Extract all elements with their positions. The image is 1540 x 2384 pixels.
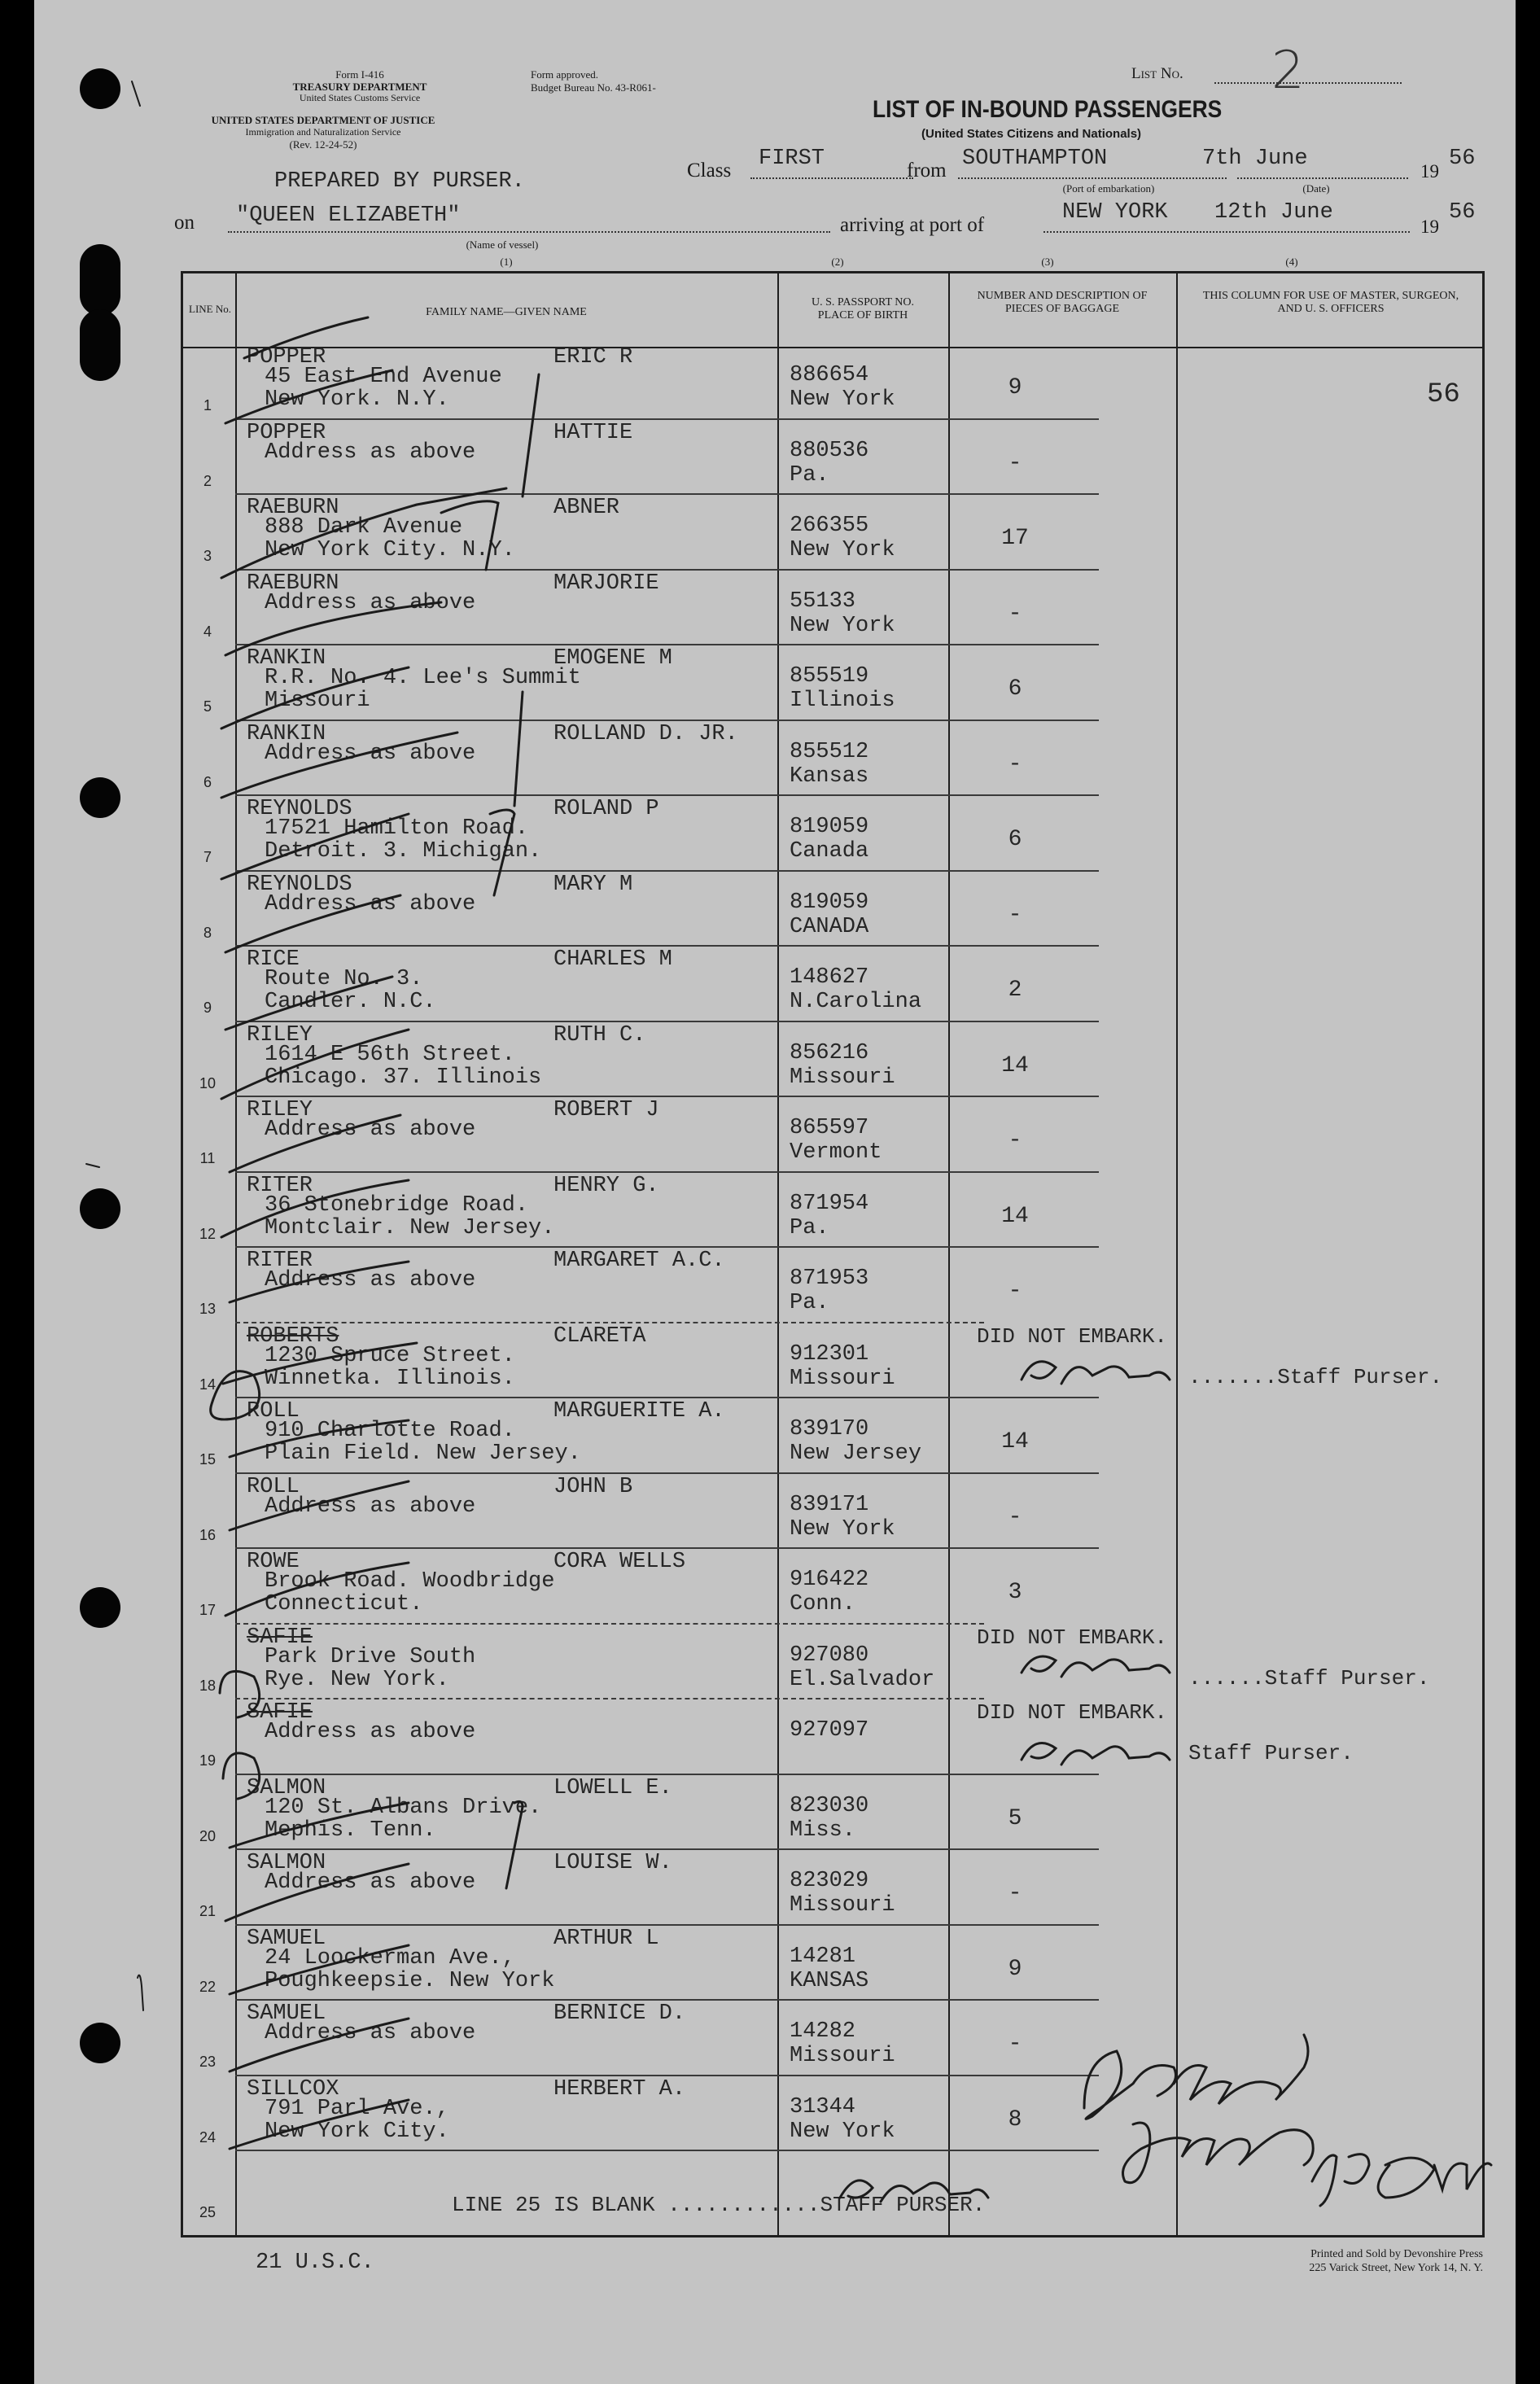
baggage-count: - [1008, 1279, 1022, 1304]
place-of-birth: Conn. [790, 1592, 856, 1616]
address-line-2: New York City. [265, 2119, 449, 2144]
family-name: ROLL [247, 1399, 300, 1424]
baggage-count: 14 [1001, 1429, 1029, 1454]
given-name: EMOGENE M [553, 646, 672, 671]
treasury-dept: TREASURY DEPARTMENT [292, 81, 427, 93]
address-line-1: 1230 Spruce Street. [265, 1343, 515, 1368]
embark-caption: (Port of embarkation) [1062, 182, 1155, 195]
binder-hole [80, 1188, 120, 1229]
baggage-count: 6 [1008, 676, 1022, 702]
prepared-by: PREPARED BY PURSER. [274, 169, 525, 194]
baggage-count: - [1008, 1504, 1022, 1530]
line-number: 11 [199, 1150, 216, 1166]
family-name: SALMON [247, 1775, 326, 1800]
place-of-birth: Missouri [790, 1893, 895, 1918]
line-number: 16 [199, 1526, 217, 1543]
line-number: 7 [203, 849, 212, 865]
printer-line-1: Printed and Sold by Devonshire Press [1310, 2248, 1483, 2260]
date1-line [1237, 177, 1408, 179]
line-number: 12 [199, 1225, 217, 1242]
row-rule [235, 794, 1099, 796]
passport-number: 823029 [790, 1869, 869, 1893]
address-line-1: Address as above [265, 590, 476, 615]
family-name: RITER [247, 1173, 313, 1198]
given-name: HATTIE [553, 420, 633, 445]
row-rule [235, 1246, 1099, 1248]
family-name: RILEY [247, 1022, 313, 1048]
family-name: SALMON [247, 1851, 326, 1875]
passenger-list-page [34, 0, 1516, 2384]
place-of-birth: Illinois [790, 689, 895, 713]
family-name: RANKIN [247, 721, 326, 746]
passport-number: 916422 [790, 1568, 869, 1592]
passport-number: 14282 [790, 2019, 856, 2044]
address-line-2: Missouri [265, 689, 370, 713]
baggage-count: 9 [1008, 1956, 1022, 1982]
address-line-1: Address as above [265, 1720, 476, 1744]
class-value: FIRST [759, 147, 825, 171]
family-name: RAEBURN [247, 571, 339, 596]
passport-number: 871954 [790, 1191, 869, 1216]
address-line-2: Plain Field. New Jersey. [265, 1441, 581, 1466]
page-subtitle: (United States Citizens and Nationals) [921, 127, 1142, 141]
date-caption: (Date) [1302, 182, 1330, 195]
passport-number: 839171 [790, 1492, 869, 1517]
address-line-2: Winnetka. Illinois. [265, 1366, 515, 1391]
staff-purser-note: ......Staff Purser. [1188, 1665, 1430, 1691]
address-line-1: 45 East End Avenue [265, 365, 502, 389]
address-line-1: 120 St. Albans Drive. [265, 1795, 542, 1820]
list-no-line [1214, 82, 1402, 84]
given-name: CLARETA [553, 1323, 646, 1349]
line-number: 23 [199, 2054, 217, 2070]
list-no-value: 2 [1271, 41, 1305, 101]
given-name: HERBERT A. [553, 2076, 686, 2102]
line-number: 6 [203, 773, 212, 790]
family-name: SAMUEL [247, 2001, 326, 2026]
passport-number: 880536 [790, 438, 869, 463]
dashed-rule [235, 1322, 984, 1323]
address-line-1: 24 Loockerman Ave., [265, 1945, 515, 1971]
place-of-birth: Missouri [790, 1366, 895, 1391]
col-num-1: (1) [500, 256, 513, 268]
line-number: 15 [199, 1451, 217, 1468]
class-line [750, 177, 913, 179]
place-of-birth: Missouri [790, 1065, 895, 1090]
passport-number: 31344 [790, 2094, 856, 2119]
address-line-2: Rye. New York. [265, 1667, 449, 1692]
place-of-birth: El.Salvador [790, 1667, 935, 1692]
row-rule [235, 1021, 1099, 1022]
address-line-2: Connecticut. [265, 1592, 423, 1616]
staff-purser-note: Staff Purser. [1188, 1741, 1354, 1765]
family-name: SILLCOX [247, 2076, 339, 2102]
place-of-birth: Pa. [790, 1291, 829, 1315]
departure-date: 7th June [1202, 147, 1308, 171]
budget-bureau: Budget Bureau No. 43-R061- [531, 81, 656, 94]
baggage-count: 5 [1008, 1805, 1022, 1831]
place-of-birth: Canada [790, 839, 869, 864]
address-line-2: New York. N.Y. [265, 387, 449, 412]
passport-number: 855519 [790, 664, 869, 689]
dashed-rule [235, 1698, 984, 1699]
class-label: Class [687, 160, 732, 182]
customs-service: United States Customs Service [299, 92, 421, 103]
footer-usc: 21 U.S.C. [256, 2251, 374, 2275]
passport-number: 927097 [790, 1718, 869, 1743]
baggage-count: - [1008, 601, 1022, 627]
baggage-count: - [1008, 902, 1022, 928]
embark-port: SOUTHAMPTON [962, 147, 1108, 171]
passport-number: 55133 [790, 588, 856, 614]
given-name: ROLLAND D. JR. [553, 721, 738, 746]
baggage-count: 8 [1008, 2106, 1022, 2132]
given-name: CORA WELLS [553, 1550, 686, 1574]
family-name: SAFIE [247, 1700, 313, 1725]
officer-note: 56 [1427, 379, 1460, 410]
place-of-birth: CANADA [790, 914, 869, 939]
arrival-line [1043, 231, 1410, 233]
place-of-birth: New York [790, 2119, 895, 2144]
header-baggage: NUMBER AND DESCRIPTION OF PIECES OF BAGGAGE [977, 290, 1148, 315]
address-line-1: 1614 E 56th Street. [265, 1042, 515, 1067]
passport-number: 819059 [790, 815, 869, 839]
passport-number: 148627 [790, 965, 869, 990]
date1-year: 56 [1449, 147, 1476, 171]
line-number: 5 [203, 698, 212, 715]
vessel-caption: (Name of vessel) [466, 238, 539, 251]
place-of-birth: Pa. [790, 1215, 829, 1240]
given-name: ARTHUR L [553, 1926, 659, 1951]
family-name: RANKIN [247, 646, 326, 671]
passenger-table [181, 271, 1485, 2237]
address-line-1: Address as above [265, 1118, 476, 1142]
given-name: JOHN B [553, 1474, 633, 1499]
family-name: REYNOLDS [247, 872, 352, 897]
row-rule [235, 1397, 1099, 1398]
baggage-count: 17 [1001, 526, 1029, 551]
row-rule [235, 644, 1099, 645]
family-name: SAFIE [247, 1625, 313, 1650]
header-passport: U. S. PASSPORT NO. PLACE OF BIRTH [812, 296, 914, 322]
did-not-embark-note: DID NOT EMBARK. [977, 1323, 1168, 1349]
date1-year-prefix: 19 [1420, 161, 1439, 182]
from-label: from [907, 160, 947, 182]
baggage-count: - [1008, 1881, 1022, 1906]
dashed-rule [235, 1623, 984, 1625]
arrival-date: 12th June [1214, 200, 1333, 225]
place-of-birth: Kansas [790, 763, 869, 789]
given-name: RUTH C. [553, 1022, 646, 1048]
row-rule [235, 1472, 1099, 1474]
page-title: LIST OF IN-BOUND PASSENGERS [873, 96, 1223, 123]
address-line-1: 17521 Hamilton Road. [265, 816, 529, 841]
line-number: 20 [199, 1827, 217, 1844]
staff-purser-note: .......Staff Purser. [1188, 1364, 1443, 1389]
address-line-1: 36 Stonebridge Road. [265, 1192, 529, 1218]
family-name: RILEY [247, 1098, 313, 1122]
line-number: 21 [199, 1903, 217, 1919]
row-rule [235, 493, 1099, 495]
place-of-birth: New Jersey [790, 1441, 922, 1466]
header-line-no: LINE No. [189, 303, 231, 315]
given-name: LOWELL E. [553, 1775, 672, 1800]
address-line-2: Detroit. 3. Michigan. [265, 839, 542, 864]
ins-service: Immigration and Naturalization Service [245, 126, 401, 138]
address-line-2: Poughkeepsie. New York [265, 1968, 555, 1993]
row-rule [235, 569, 1099, 571]
place-of-birth: New York [790, 387, 895, 412]
row-rule [235, 1096, 1099, 1097]
given-name: ROLAND P [553, 797, 659, 821]
baggage-count: - [1008, 2032, 1022, 2057]
place-of-birth: Missouri [790, 2044, 895, 2068]
row-rule [235, 2150, 1099, 2151]
row-rule [235, 1171, 1099, 1173]
given-name: MARGARET A.C. [553, 1249, 725, 1273]
baggage-count: 9 [1008, 375, 1022, 400]
address-line-1: Address as above [265, 2021, 476, 2045]
given-name: ABNER [553, 496, 620, 520]
col-num-3: (3) [1041, 256, 1054, 268]
place-of-birth: New York [790, 538, 895, 562]
binder-hole [80, 1587, 120, 1628]
col-num-4: (4) [1285, 256, 1298, 268]
header-name: FAMILY NAME—GIVEN NAME [426, 306, 587, 318]
passport-number: 819059 [790, 890, 869, 915]
col-num-2: (2) [831, 256, 844, 268]
passport-number: 855512 [790, 739, 869, 764]
binder-hole [80, 68, 120, 109]
form-revision: (Rev. 12-24-52) [289, 138, 357, 151]
row-rule [235, 1848, 1099, 1850]
family-name: RAEBURN [247, 496, 339, 520]
line-number: 8 [203, 924, 212, 941]
justice-dept: UNITED STATES DEPARTMENT OF JUSTICE [211, 114, 435, 126]
family-name: POPPER [247, 345, 326, 370]
address-line-1: 888 Dark Avenue [265, 515, 463, 540]
line-number: 10 [199, 1074, 217, 1091]
address-line-2: Chicago. 37. Illinois [265, 1065, 542, 1090]
address-line-1: R.R. No. 4. Lee's Summit [265, 666, 581, 690]
line-number: 19 [199, 1752, 217, 1769]
baggage-count: 14 [1001, 1052, 1029, 1078]
baggage-count: 3 [1008, 1580, 1022, 1605]
vessel-name: "QUEEN ELIZABETH" [236, 203, 461, 228]
did-not-embark-note: DID NOT EMBARK. [977, 1625, 1168, 1650]
given-name: MARJORIE [553, 571, 659, 596]
date2-year-prefix: 19 [1420, 217, 1439, 237]
family-name: SAMUEL [247, 1926, 326, 1951]
place-of-birth: Pa. [790, 462, 829, 488]
printer-line-2: 225 Varick Street, New York 14, N. Y. [1309, 2262, 1483, 2274]
place-of-birth: KANSAS [790, 1968, 869, 1993]
address-line-1: Route No. 3. [265, 967, 423, 991]
family-name: RITER [247, 1249, 313, 1273]
address-line-1: Address as above [265, 891, 476, 916]
family-name: POPPER [247, 420, 326, 445]
row-rule [235, 1924, 1099, 1926]
baggage-count: 2 [1008, 978, 1022, 1003]
line-number: 13 [199, 1301, 217, 1317]
baggage-count: 14 [1001, 1203, 1029, 1229]
binder-hole [80, 309, 120, 381]
line-number: 18 [199, 1677, 217, 1694]
baggage-count: - [1008, 450, 1022, 476]
place-of-birth: Vermont [790, 1140, 882, 1165]
address-line-1: 910 Charlotte Road. [265, 1419, 515, 1443]
address-line-1: Address as above [265, 1494, 476, 1519]
form-number: Form I-416 [335, 68, 384, 81]
address-line-2: New York City. N.Y. [265, 538, 515, 562]
address-line-1: Brook Road. Woodbridge [265, 1569, 555, 1594]
passport-number: 927080 [790, 1643, 869, 1668]
given-name: LOUISE W. [553, 1851, 672, 1875]
passport-number: 266355 [790, 514, 869, 538]
given-name: BERNICE D. [553, 2001, 686, 2026]
line-number: 17 [199, 1602, 217, 1618]
passport-number: 823030 [790, 1793, 869, 1818]
row-rule [235, 870, 1099, 872]
place-of-birth: Miss. [790, 1818, 856, 1843]
form-approved: Form approved. [531, 68, 599, 81]
family-name: ROLL [247, 1474, 300, 1499]
given-name: HENRY G. [553, 1173, 659, 1198]
address-line-1: Park Drive South [265, 1644, 476, 1669]
address-line-2: Mephis. Tenn. [265, 1818, 436, 1843]
family-name: REYNOLDS [247, 797, 352, 821]
address-line-1: Address as above [265, 1870, 476, 1895]
line-number: 1 [203, 397, 212, 413]
given-name: MARY M [553, 872, 633, 897]
arrival-port: NEW YORK [1062, 200, 1168, 225]
passport-number: 14281 [790, 1944, 856, 1969]
list-no-label: List No. [1131, 65, 1183, 82]
row-rule [235, 2075, 1099, 2076]
given-name: ERIC R [553, 345, 633, 370]
row-rule [235, 418, 1099, 420]
given-name: MARGUERITE A. [553, 1399, 725, 1424]
baggage-count: - [1008, 1128, 1022, 1153]
arriving-label: arriving at port of [840, 214, 985, 236]
passport-number: 839170 [790, 1417, 869, 1441]
line-number: 2 [203, 472, 212, 489]
address-line-1: 791 Parl Ave., [265, 2096, 449, 2121]
row-rule [235, 720, 1099, 721]
blank-line-note: LINE 25 IS BLANK ............STAFF PURSER. [452, 2193, 986, 2217]
place-of-birth: New York [790, 613, 895, 638]
passport-number: 865597 [790, 1116, 869, 1140]
passport-number: 871953 [790, 1266, 869, 1291]
passport-number: 912301 [790, 1341, 869, 1367]
vessel-line [228, 231, 830, 233]
binder-hole [80, 244, 120, 316]
line-number: 9 [203, 1000, 212, 1016]
line-number: 25 [199, 2204, 217, 2220]
address-line-2: Montclair. New Jersey. [265, 1215, 555, 1240]
address-line-1: Address as above [265, 741, 476, 766]
date2-year: 56 [1449, 200, 1476, 225]
family-name: ROWE [247, 1550, 300, 1574]
line-number: 3 [203, 548, 212, 564]
address-line-1: Address as above [265, 1268, 476, 1293]
did-not-embark-note: DID NOT EMBARK. [977, 1700, 1168, 1725]
header-officers: THIS COLUMN FOR USE OF MASTER, SURGEON, AND U. S. OFFICERS [1202, 290, 1459, 315]
baggage-count: - [1008, 751, 1022, 777]
row-rule [235, 1999, 1099, 2001]
address-line-1: Address as above [265, 440, 476, 465]
from-line [958, 177, 1227, 179]
baggage-count: 6 [1008, 827, 1022, 852]
family-name: ROBERTS [247, 1323, 339, 1349]
binder-hole [80, 777, 120, 818]
row-rule [235, 1774, 1099, 1775]
passport-number: 856216 [790, 1040, 869, 1065]
family-name: RICE [247, 947, 300, 972]
binder-hole [80, 2023, 120, 2063]
given-name: CHARLES M [553, 947, 672, 972]
line-number: 22 [199, 1978, 217, 1995]
place-of-birth: New York [790, 1516, 895, 1542]
given-name: ROBERT J [553, 1098, 659, 1122]
line-number: 24 [199, 2128, 217, 2146]
passport-number: 886654 [790, 363, 869, 387]
line-number: 14 [199, 1376, 217, 1393]
row-rule [235, 945, 1099, 947]
place-of-birth: N.Carolina [790, 990, 922, 1014]
address-line-2: Candler. N.C. [265, 990, 436, 1014]
line-number: 4 [203, 623, 212, 640]
row-rule [235, 1547, 1099, 1549]
on-label: on [174, 212, 195, 234]
